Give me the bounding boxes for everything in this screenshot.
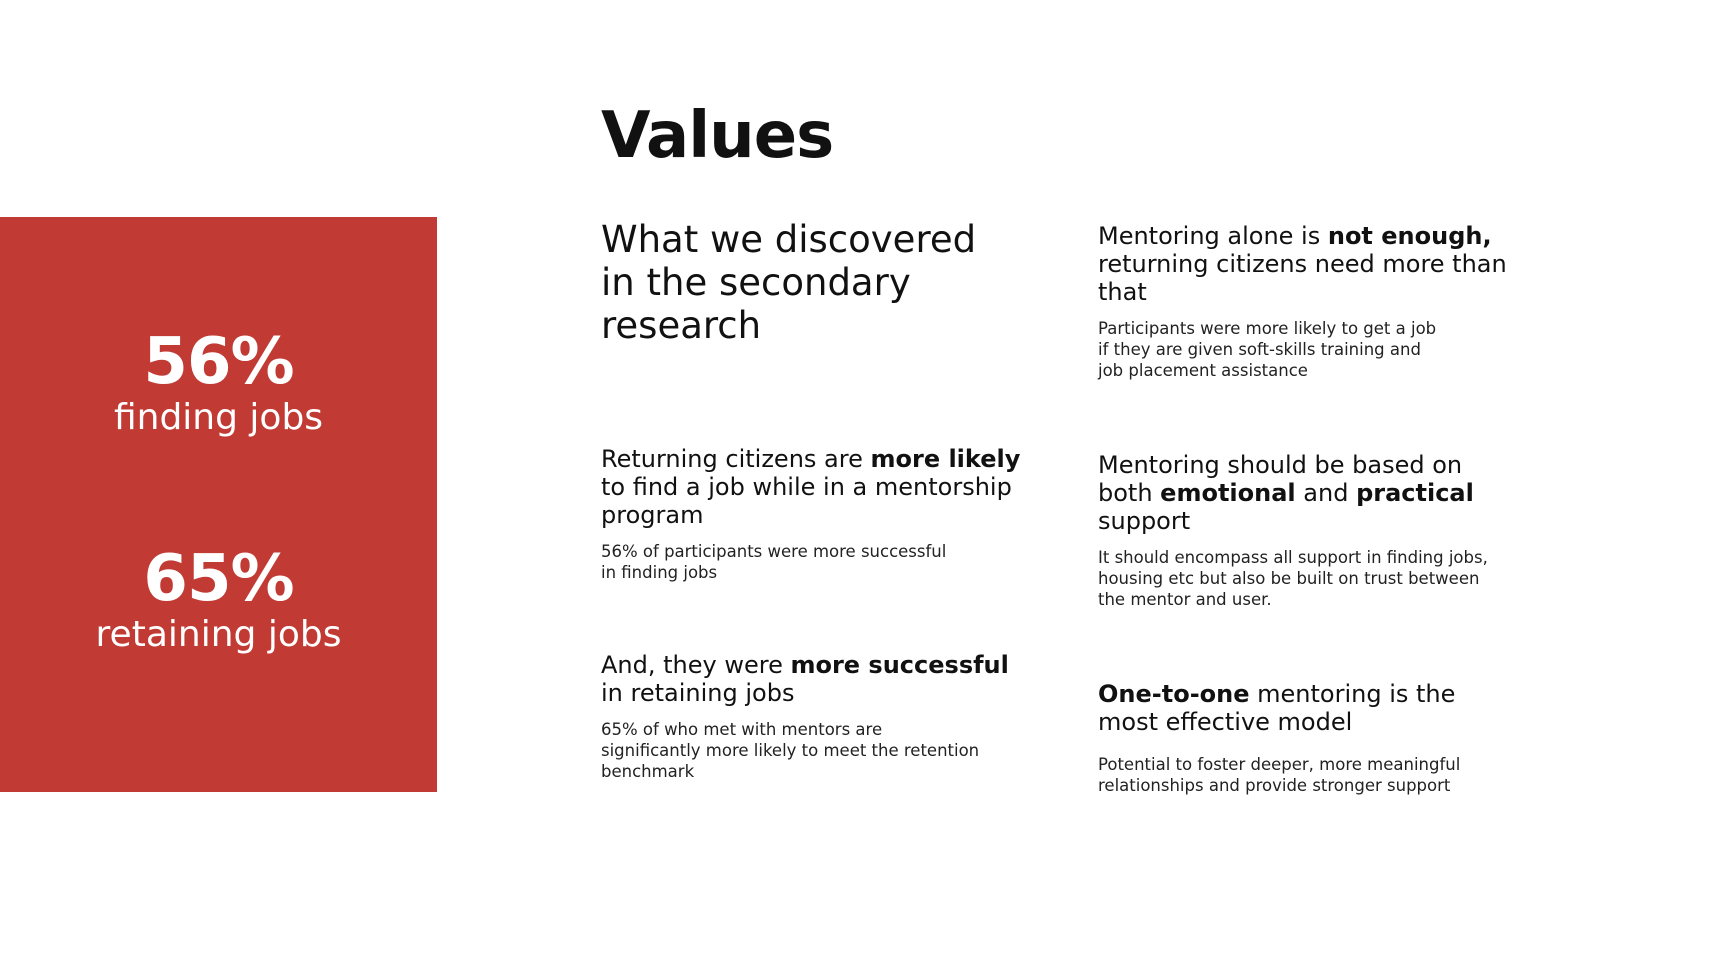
- body-line: if they are given soft-skills training and: [1098, 340, 1421, 359]
- body-line: It should encompass all support in finding jobs,: [1098, 548, 1488, 567]
- stat-label: finding jobs: [113, 397, 324, 438]
- finding-body: [1098, 754, 1518, 796]
- finding-body: [601, 719, 1031, 782]
- heading-part: returning citizens need more than that: [1098, 250, 1507, 306]
- heading-part: mentoring is the most effective model: [1098, 680, 1456, 736]
- body-line: 56% of participants were more successful: [601, 542, 947, 561]
- heading-emphasis: more successful: [790, 651, 1009, 679]
- body-line: the mentor and user.: [1098, 590, 1272, 609]
- body-line: relationships and provide stronger support: [1098, 776, 1451, 795]
- stat-label: retaining jobs: [95, 614, 342, 655]
- heading-emphasis: more likely: [870, 445, 1021, 473]
- finding-heading: [1098, 680, 1518, 736]
- heading-emphasis: practical: [1356, 479, 1474, 507]
- heading-emphasis: One-to-one: [1098, 680, 1250, 708]
- heading-part: Mentoring should be based on both: [1098, 451, 1463, 507]
- finding-body: [1098, 547, 1518, 610]
- body-line: in finding jobs: [601, 563, 718, 582]
- finding-mentoring-not-enough: [1098, 222, 1518, 381]
- finding-body: [601, 541, 1031, 583]
- stats-panel: [0, 217, 437, 792]
- finding-emotional-practical-support: [1098, 451, 1518, 610]
- finding-heading: [1098, 451, 1518, 535]
- finding-mentorship-jobs: [601, 445, 1031, 583]
- stat-finding-jobs: [0, 327, 437, 439]
- heading-part: and: [1295, 479, 1357, 507]
- heading-emphasis: not enough,: [1327, 222, 1492, 250]
- body-line: Potential to foster deeper, more meaningful: [1098, 755, 1461, 774]
- heading-emphasis: emotional: [1160, 479, 1296, 507]
- body-line: job placement assistance: [1098, 361, 1308, 380]
- finding-heading: [601, 445, 1031, 529]
- finding-heading: [601, 651, 1031, 707]
- stat-retaining-jobs: [0, 544, 437, 656]
- finding-heading: [1098, 222, 1518, 306]
- body-line: Participants were more likely to get a job: [1098, 319, 1437, 338]
- intro-heading: What we discovered in the secondary research: [601, 218, 977, 347]
- finding-one-to-one: [1098, 680, 1518, 796]
- finding-body: [1098, 318, 1518, 381]
- stat-value: 56%: [143, 325, 294, 399]
- body-line: 65% of who met with mentors are: [601, 720, 883, 739]
- heading-part: And, they were: [601, 651, 791, 679]
- heading-part: support: [1098, 507, 1191, 535]
- body-line: significantly more likely to meet the retention: [601, 741, 980, 760]
- heading-part: Returning citizens are: [601, 445, 871, 473]
- page-title: Values: [601, 99, 834, 173]
- body-line: housing etc but also be built on trust between: [1098, 569, 1480, 588]
- body-line: benchmark: [601, 762, 695, 781]
- heading-part: to find a job while in a mentorship program: [601, 473, 1012, 529]
- stat-value: 65%: [143, 542, 294, 616]
- finding-retaining-jobs: [601, 651, 1031, 782]
- heading-part: in retaining jobs: [601, 679, 795, 707]
- heading-part: Mentoring alone is: [1098, 222, 1328, 250]
